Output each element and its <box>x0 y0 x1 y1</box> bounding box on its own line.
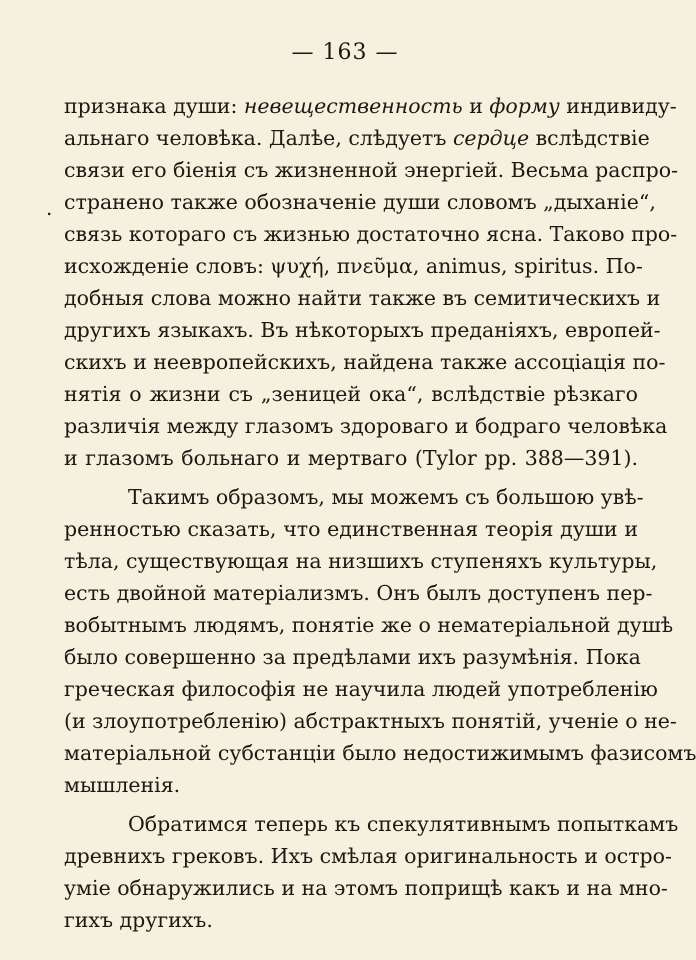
text-line: вобытнымъ людямъ, понятіе же о нематеріальной душѣ <box>64 613 674 637</box>
text-line: добныя слова можно найти также въ семитическихъ и <box>64 286 661 310</box>
text-line: скихъ и неевропейскихъ, найдена также ассоціація по- <box>64 350 666 374</box>
page-number: — 163 — <box>291 40 399 65</box>
text-line: было совершенно за предѣлами ихъ разумѣнія. Пока <box>64 645 641 669</box>
emphasis-text: невещественность <box>243 94 463 118</box>
text-line: другихъ языкахъ. Въ нѣкоторыхъ преданіяхъ, европей- <box>64 318 661 342</box>
text-line: греческая философія не научила людей употребленію <box>64 677 658 701</box>
text-line: связи его біенія съ жизненной энергіей. Весьма распро- <box>64 158 679 182</box>
text-line: матеріальной субстанціи было недостижимымъ фазисомъ <box>64 741 696 765</box>
text-line: Обратимся теперь къ спекулятивнымъ попыткамъ <box>128 812 679 836</box>
text-line: различія между глазомъ здороваго и бодраго человѣка <box>64 414 668 438</box>
text-line: тѣла, существующая на низшихъ ступеняхъ культуры, <box>64 549 658 573</box>
text-line: признака души: невещественность и форму индивиду- <box>64 94 677 118</box>
text-line: уміе обнаружились и на этомъ поприщѣ какъ и на мно- <box>64 876 668 900</box>
text-line: древнихъ грековъ. Ихъ смѣлая оригинальность и остро- <box>64 844 672 868</box>
text-line: гихъ другихъ. <box>64 908 213 932</box>
text-line: (и злоупотребленію) абстрактныхъ понятій, ученіе о не- <box>64 709 677 733</box>
text-line: альнаго человѣка. Далѣе, слѣдуетъ сердце вслѣдствіе <box>64 126 650 150</box>
text-line: мышленія. <box>64 773 181 797</box>
text-line: странено также обозначеніе души словомъ „дыханіе“, <box>64 190 656 214</box>
text-line: ренностью сказать, что единственная теорія души и <box>64 517 638 541</box>
text-line: есть двойной матеріализмъ. Онъ былъ доступенъ пер- <box>64 581 653 605</box>
emphasis-text: сердце <box>452 126 530 150</box>
text-line: и глазомъ больнаго и мертваго (Tylor pp. 388—391). <box>64 446 638 470</box>
text-line: исхожденіе словъ: ψυχή, πνεῦμα, animus, spiritus. По- <box>64 254 643 278</box>
emphasis-text: форму <box>489 94 560 118</box>
margin-mark: . <box>46 196 53 220</box>
text-line: Такимъ образомъ, мы можемъ съ большою увѣ- <box>128 485 644 509</box>
text-line: связь котораго съ жизнью достаточно ясна. Таково про- <box>64 222 678 246</box>
text-line: нятія о жизни съ „зеницей ока“, вслѣдствіе рѣзкаго <box>64 382 638 406</box>
